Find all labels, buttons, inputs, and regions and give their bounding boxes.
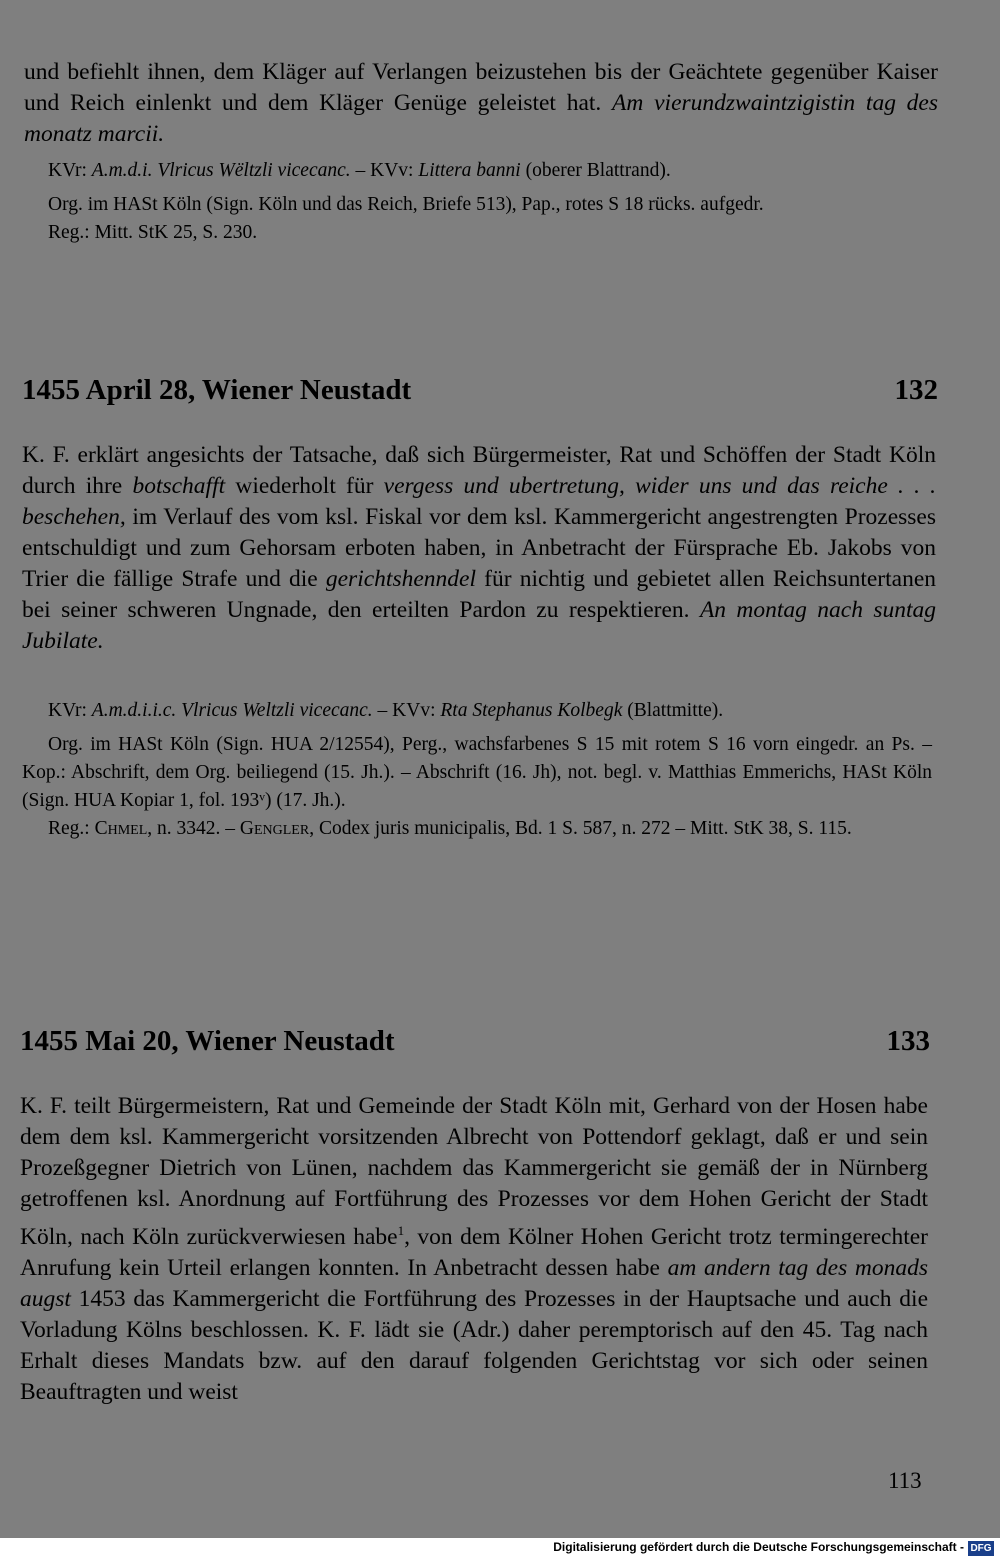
entry-133-heading	[20, 1025, 930, 1058]
prev-org: Org. im HASt Köln (Sign. Köln und das Reich, Briefe 513), Pap., rotes S 18 rücks. aufgedr.	[48, 194, 764, 215]
footer-bar	[0, 1538, 1000, 1560]
entry-132-title: 1455 April 28, Wiener Neustadt	[22, 374, 412, 406]
entry-133-number: 133	[886, 1025, 930, 1057]
prev-text: und befiehlt ihnen, dem Kläger auf Verlangen beizustehen bis der Geächtete gegenüber Kaiser und Reich einlenkt und dem Kläger Genüge geleistet hat.	[24, 59, 938, 116]
entry-132-notes	[22, 697, 932, 843]
footnote-ref: 1	[397, 1223, 405, 1238]
entry-132-reg: Reg.: Chmel, n. 3342. – Gengler, Codex juris municipalis, Bd. 1 S. 587, n. 272 – Mitt. StK 38, S. 115.	[48, 818, 852, 839]
entry-132-kv: KVr: A.m.d.i.i.c. Vlricus Weltzli vicecanc. – KVv: Rta Stephanus Kolbegk (Blattmitte).	[48, 700, 724, 721]
prev-entry-text	[24, 57, 938, 150]
entry-132-number: 132	[894, 374, 938, 406]
dfg-logo-icon: DFG	[968, 1541, 994, 1556]
entry-132-heading	[22, 374, 938, 407]
prev-date: Am vierundzwaintzigistin tag des monatz marcii.	[24, 90, 939, 147]
page-number: 113	[888, 1468, 922, 1493]
entry-132-text: K. F. erklärt angesichts der Tatsache, daß sich Bürgermeister, Rat und Schöffen der Stadt Köln durch ihre botschafft wiederholt für vergess und ubertretung, wider uns und das reiche . . . beschehen, im Verlauf des vom ksl. Fiskal vor dem ksl. Kammergericht angestrengten Prozesses entschuldigt und zum Gehorsam erboten haben, in Anbetracht der Fürsprache Eb. Jakobs von Trier die fällige Strafe und die gerichtshenndel für nichtig und gebietet allen Reichsuntertanen bei seiner schweren Ungnade, den erteilten Pardon zu respektieren. An montag nach suntag Jubilate.	[22, 442, 937, 654]
prev-notes	[22, 157, 932, 247]
prev-kv: KVr: A.m.d.i. Vlricus Wëltzli vicecanc. – KVv: Littera banni (oberer Blattrand).	[48, 160, 671, 181]
entry-133-text: K. F. teilt Bürgermeistern, Rat und Gemeinde der Stadt Köln mit, Gerhard von der Hosen habe dem dem ksl. Kammergericht vorsitzenden Albrecht von Pottendorf geklagt, daß er und sein Prozeßgegner Dietrich von Lünen, nachdem das Kammergericht sie gemäß der in Nürnberg getroffenen ksl. Anordnung auf Fortführung des Prozesses vor dem Hohen Gericht der Stadt Köln, nach Köln zurückverwiesen habe$^1$, von dem Kölner Hohen Gericht trotz termingerechter Anrufung kein Urteil erlangen konnten. In Anbetracht dessen habe am andern tag des monads augst 1453 das Kammergericht die Fortführung des Prozesses in der Hauptsache und auch die Vorladung Kölns beschlossen. K. F. lädt sie (Adr.) daher peremptorisch auf den 45. Tag nach Erhalt dieses Mandats bzw. auf den darauf folgenden Gerichtstag vor sich oder seinen Beauftragten und weist	[20, 1093, 928, 1405]
entry-132-org: Org. im HASt Köln (Sign. HUA 2/12554), Perg., wachsfarbenes S 15 mit rotem S 16 vorn eingedr. an Ps. – Kop.: Abschrift, dem Org. beiliegend (15. Jh.). – Abschrift (16. Jh), not. begl. v. Matthias Emmerichs, HASt Köln (Sign. HUA Kopiar 1, fol. 193ᵛ) (17. Jh.).	[22, 734, 932, 811]
entry-133-title: 1455 Mai 20, Wiener Neustadt	[20, 1025, 395, 1057]
footer-text: Digitalisierung gefördert durch die Deutsche Forschungsgemeinschaft -	[553, 1540, 964, 1554]
prev-reg: Reg.: Mitt. StK 25, S. 230.	[48, 222, 258, 243]
